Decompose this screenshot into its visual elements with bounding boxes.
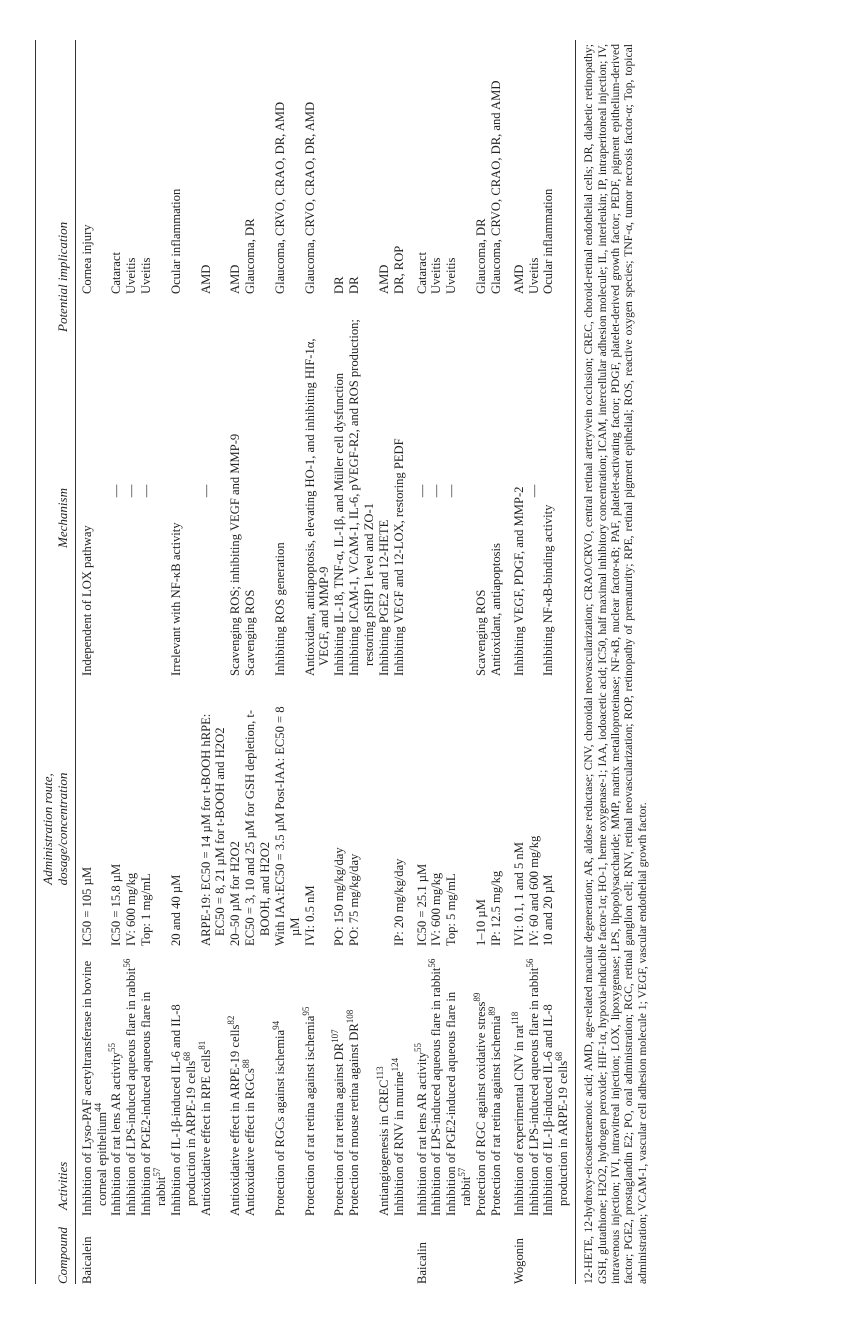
implication-cell: Glaucoma, DR: [474, 218, 488, 294]
activity-text: Antioxidative effect in ARPE-19 cells: [228, 1024, 243, 1216]
activity-cell: [300, 946, 318, 1216]
mechanism-cell: Antioxidant, antiapoptosis: [488, 543, 503, 676]
table-row: [124, 40, 139, 1216]
activity-reference: 108: [344, 1009, 355, 1024]
implication-cell: Uveitis: [444, 257, 459, 294]
activity-reference: 55: [107, 1042, 118, 1052]
route-cell: PO: 75 mg/kg/day: [347, 853, 362, 946]
activity-cell: [80, 946, 110, 1216]
activity-reference: 95: [300, 1006, 311, 1016]
table-row: [139, 40, 169, 1216]
route-cell: 10 and 20 µM: [541, 874, 556, 946]
activity-cell: [486, 946, 504, 1216]
activity-text: Inhibition of rat lens AR activity: [414, 1051, 429, 1216]
table-row: [389, 40, 407, 1216]
activity-reference: 94: [270, 1020, 281, 1030]
activity-reference: 56: [427, 958, 438, 968]
route-cell: IV: 60 and 600 mg/kg: [526, 835, 541, 946]
route-cell: 20–50 µM for H2O2: [228, 841, 243, 946]
table-page: [35, 40, 649, 1284]
activity-cell: [228, 946, 243, 1216]
activity-reference: 81: [196, 1040, 207, 1050]
implication-cell: Uveitis: [124, 257, 139, 294]
route-cell: IP: 20 mg/kg/day: [391, 858, 406, 946]
table-row: [228, 40, 243, 1216]
mechanism-cell: —: [526, 484, 541, 498]
activity-cell: [109, 946, 124, 1216]
table-row: [541, 40, 571, 1216]
activity-reference: 107: [330, 1029, 341, 1043]
activity-cell: [524, 946, 542, 1216]
table-row: [240, 40, 273, 1216]
implication-cell: Glaucoma, CRVO, CRAO, DR, AMD: [272, 101, 287, 294]
implication-cell: Uveitis: [139, 257, 154, 294]
activity-reference: 118: [509, 1011, 520, 1025]
header-rule: [75, 40, 76, 1284]
activity-cell: [429, 946, 444, 1216]
mechanism-cell: —: [414, 484, 429, 498]
mechanism-cell: Inhibiting NF-κB-binding activity: [541, 504, 556, 676]
compound-name: Baicalein: [79, 1236, 94, 1284]
activity-cell: [541, 946, 571, 1216]
activity-text: Inhibition of Lyso-PAF acetyltransferase in bovine corneal epithelium: [79, 960, 109, 1216]
activity-cell: [444, 946, 474, 1216]
mechanism-cell: Scavenging ROS: [474, 589, 488, 676]
table-row: [332, 40, 347, 1216]
route-cell: 20 and 40 µM: [168, 874, 183, 946]
mechanism-cell: Antioxidant, antiapoptosis, elevating HO-1, and inhibiting HIF-1α, VEGF, and MMP-9: [302, 338, 332, 676]
activity-reference: 89: [486, 1006, 497, 1016]
mechanism-cell: Inhibiting VEGF, PDGF, and MMP-2: [511, 486, 526, 676]
implication-cell: DR, ROP: [391, 245, 406, 294]
compound-group: [509, 40, 571, 1284]
table-body: [80, 40, 572, 1284]
mechanism-cell: —: [139, 484, 154, 498]
activity-text: Antioxidative effect in RPE cells: [198, 1049, 213, 1216]
mechanism-cell: Inhibiting PGE2 and 12-HETE: [376, 519, 391, 676]
table-header: [36, 40, 75, 1284]
activity-cell: [169, 946, 199, 1216]
implication-cell: Glaucoma, DR: [243, 218, 258, 294]
table-row: [486, 40, 504, 1216]
activity-cell: [344, 946, 362, 1216]
implication-cell: AMD: [228, 264, 243, 294]
table-row: [300, 40, 333, 1216]
header-compound: Compound: [55, 1226, 71, 1284]
table-row: [471, 40, 489, 1216]
mechanism-cell: —: [198, 484, 213, 498]
mechanism-cell: —: [124, 484, 139, 498]
activity-text: Inhibition of experimental CNV in rat: [511, 1024, 526, 1216]
route-cell: EC50 = 3, 10 and 25 µM for GSH depletion, t-BOOH, and H2O2: [243, 709, 272, 946]
implication-cell: AMD: [511, 264, 526, 294]
header-route-line2: dosage/concentration: [55, 772, 71, 886]
activity-reference: 68: [181, 1051, 192, 1061]
implication-cell: Cornea injury: [79, 224, 94, 294]
route-cell: Top: 1 mg/mL: [139, 873, 154, 946]
mechanism-cell: Scavenging ROS; inhibiting VEGF and MMP-9: [228, 433, 243, 676]
route-cell: Top: 5 mg/mL: [444, 873, 459, 946]
activity-text: Protection of RGCs against ischemia: [272, 1029, 287, 1216]
activity-text: Protection of rat retina against DR: [332, 1042, 347, 1216]
mechanism-cell: —: [429, 484, 444, 498]
activity-reference: 68: [554, 1051, 565, 1061]
route-cell: IVI: 0.5 nM: [302, 885, 317, 946]
activity-cell: [412, 946, 430, 1216]
activity-cell: [196, 946, 214, 1216]
activity-reference: 113: [374, 1066, 385, 1080]
table-row: [344, 40, 377, 1216]
implication-cell: AMD: [376, 264, 391, 294]
activity-reference: 56: [524, 958, 535, 968]
compound-rows: [412, 40, 504, 1216]
compound-rows: [509, 40, 571, 1216]
activity-text: Inhibition of RNV in murine: [391, 1071, 406, 1216]
activity-text: Inhibition of LPS-induced aqueous flare in rabbit: [124, 967, 139, 1216]
activity-text: Inhibition of IL-1β-induced IL-6 and IL-8 production in ARPE-19 cells: [541, 1004, 571, 1216]
activity-cell: [124, 946, 139, 1216]
table-row: [109, 40, 124, 1216]
route-cell: PO: 150 mg/kg/day: [332, 847, 347, 946]
mechanism-cell: Inhibiting ICAM-1, VCAM-1, IL-6, pVEGF-R2, and ROS production; restoring pSHP1 level and ZO-1: [347, 319, 376, 676]
activity-text: Protection of rat retina against ischemia: [302, 1015, 317, 1216]
table-row: [270, 40, 303, 1216]
mechanism-cell: Independent of LOX pathway: [79, 525, 94, 676]
activity-text: Antioxidative effect in RGCs: [243, 1068, 258, 1216]
route-cell: ARPE-19: EC50 = 14 µM for t-BOOH hRPE: EC50 = 8, 21 µM for t-BOOH and H2O2: [198, 713, 228, 946]
table-footnote: 12-HETE, 12-hydroxy-eicosatetraenoic acid; AMD, age-related macular degeneration; AR, aldose reductase; CNV, choroidal neovascularization; CRAO/CRVO, central retinal artery/vein occlusion; CREC, choroid-retinal endothelial cells; DR, diabetic retinopathy; GSH, glutathione; H2O2, hydrogen peroxide; HIF-1α, hypoxia-inducible factor-1α; HO-1, heme oxygenase-1; IAA, iodoacetic acid; IC50, half maximal inhibitory concentration; ICAM, intercellular adhesion molecule; IL, interleukin; IP, intraperitoneal injection; IV, intravenous injection; IVI, intravitreal injection; LOX, lipoxygenase; LPS, lipopolysaccharide; MMP, matrix metalloproteinase; NF-κB, nuclear factor-κB; PAF, platelet-activating factor; PDGF, platelet-derived growth factor; PEDF, pigment epithelium-derived factor; PGE2, prostaglandin E2; PO, oral administration; RGC, retinal ganglion cell; RNV, retinal neovascularization; ROP, retinopathy of prematurity; RPE, retinal pigment epithelial; ROS, reactive oxygen species; TNF-α, tumor necrosis factor-α; Top, topical administration; VCAM-1, vascular cell adhesion molecule 1; VEGF, vascular endothelial growth factor.: [582, 44, 649, 1284]
activity-reference: 56: [122, 958, 133, 968]
route-cell: IV: 600 mg/kg: [429, 872, 444, 946]
table-row: [196, 40, 229, 1216]
header-activities: Activities: [55, 1161, 71, 1210]
activity-text: Inhibition of IL-1β-induced IL-6 and IL-8 production in ARPE-19 cells: [168, 1004, 198, 1216]
implication-cell: Ocular inflammation: [168, 188, 183, 294]
activity-reference: 55: [412, 1042, 423, 1052]
activity-cell: [471, 946, 489, 1216]
activity-text: Inhibition of LPS-induced aqueous flare in rabbit: [429, 967, 444, 1216]
route-cell: IC50 = 105 µM: [79, 866, 94, 946]
header-route: [40, 698, 71, 954]
activity-reference: 82: [226, 1015, 237, 1025]
route-cell: 1–10 µM: [474, 899, 488, 946]
route-cell: IP: 12.5 mg/kg: [488, 870, 503, 946]
route-cell: IVI: 0.1, 1 and 5 nM: [511, 842, 526, 946]
mechanism-cell: —: [109, 484, 124, 498]
compound-group: [412, 40, 504, 1284]
activity-text: Protection of mouse retina against DR: [347, 1023, 362, 1216]
activity-reference: 124: [389, 1057, 400, 1072]
activity-cell: [509, 946, 527, 1216]
route-cell: IV: 600 mg/kg: [124, 872, 139, 946]
activity-cell: [270, 946, 288, 1216]
mechanism-cell: Inhibiting ROS generation: [272, 542, 287, 676]
compound-name: Wogonin: [511, 1238, 526, 1284]
activity-text: Inhibition of PGE2-induced aqueous flare in rabbit: [444, 991, 474, 1216]
table-row: [412, 40, 430, 1216]
activity-cell: [240, 946, 258, 1216]
implication-cell: Ocular inflammation: [541, 188, 556, 294]
implication-cell: Glaucoma, CRVO, CRAO, DR, and AMD: [488, 80, 503, 294]
activity-text: Inhibition of rat lens AR activity: [109, 1051, 124, 1216]
table-row: [80, 40, 110, 1216]
activity-reference: 57: [456, 1167, 467, 1177]
table-row: [169, 40, 199, 1216]
table-row: [509, 40, 527, 1216]
activity-cell: [332, 946, 347, 1216]
implication-cell: Uveitis: [526, 257, 541, 294]
activity-reference: 89: [471, 992, 482, 1002]
implication-cell: AMD: [198, 264, 213, 294]
mechanism-cell: Inhibiting IL-18, TNF-α, IL-1β, and Müller cell dysfunction: [332, 372, 347, 676]
activity-text: Antiangiogenesis in CREC: [376, 1079, 391, 1216]
mechanism-cell: Scavenging ROS: [243, 589, 258, 676]
compound-rows: [80, 40, 407, 1216]
table-row: [444, 40, 474, 1216]
activity-reference: 44: [92, 1102, 103, 1112]
table-row: [524, 40, 542, 1216]
compound-name: Baicalin: [414, 1242, 429, 1284]
implication-cell: Cataract: [414, 252, 429, 294]
mechanism-cell: Irrelevant with NF-κB activity: [168, 522, 183, 676]
header-route-line1: Administration route,: [40, 773, 55, 885]
mechanism-cell: —: [444, 484, 459, 498]
activity-cell: [389, 946, 407, 1216]
activity-cell: [139, 946, 169, 1216]
implication-cell: Uveitis: [429, 257, 444, 294]
bottom-rule: [575, 40, 576, 1284]
compound-group: [80, 40, 407, 1284]
implication-cell: DR: [347, 276, 362, 294]
activity-text: Protection of RGC against oxidative stress: [474, 1001, 488, 1216]
header-mechanism: Mechanism: [55, 488, 71, 548]
activity-reference: 88: [240, 1059, 251, 1069]
header-implication: Potential implication: [55, 221, 71, 332]
route-cell: IC50 = 25.1 µM: [414, 863, 429, 946]
activity-text: Protection of rat retina against ischemia: [488, 1015, 503, 1216]
activity-text: Inhibition of PGE2-induced aqueous flare in rabbit: [139, 991, 168, 1216]
mechanism-cell: Inhibiting VEGF and 12-LOX, restoring PEDF: [391, 438, 406, 676]
activity-cell: [374, 946, 392, 1216]
table-row: [429, 40, 444, 1216]
activity-text: Inhibition of LPS-induced aqueous flare in rabbit: [526, 967, 541, 1216]
implication-cell: DR: [332, 276, 347, 294]
activity-reference: 57: [151, 1167, 162, 1177]
implication-cell: Cataract: [109, 252, 124, 294]
implication-cell: Glaucoma, CRVO, CRAO, DR, AMD: [302, 101, 317, 294]
route-cell: With IAA:EC50 = 3.5 µM Post-IAA: EC50 = 8 µM: [272, 706, 302, 946]
route-cell: IC50 = 15.8 µM: [109, 863, 124, 946]
table-row: [374, 40, 392, 1216]
